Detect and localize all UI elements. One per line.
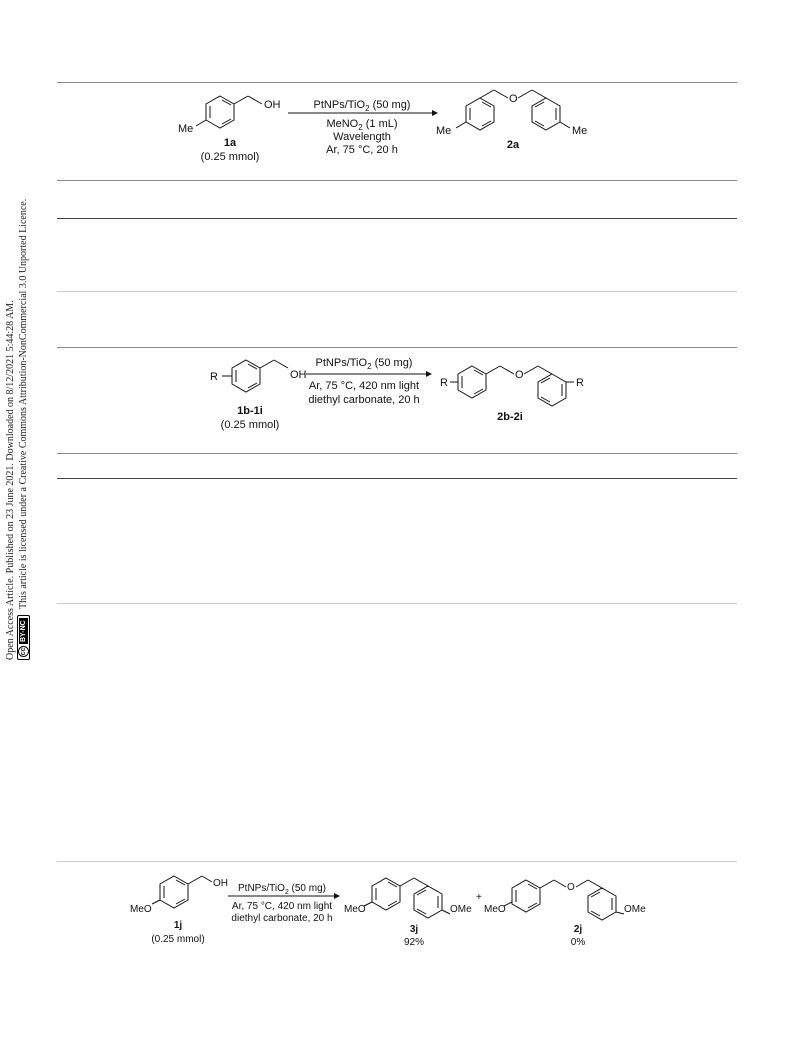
- conditions-light: Ar, 75 °C, 420 nm light: [308, 380, 420, 392]
- product-2j-left-meo-label: MeO: [484, 904, 506, 915]
- reactant-compound-label: 1j: [173, 920, 183, 931]
- conditions-catalyst: PtNPs/TiO$_2$ (50 mg): [315, 357, 413, 371]
- license-notice-line: [17, 120, 30, 660]
- license-side-notice: [4, 120, 38, 660]
- conditions-solvent: diethyl carbonate, 20 h: [231, 913, 333, 924]
- table1-header-rule: [57, 218, 737, 219]
- product-3j-structure: [344, 878, 472, 948]
- product-left-r-label: R: [440, 377, 448, 389]
- table2-header-rule: [57, 478, 737, 479]
- product-2j-label: 2j: [573, 924, 583, 935]
- access-notice-line: [4, 120, 17, 660]
- reactant-oh-label: OH: [264, 99, 281, 111]
- product-3j-left-meo-label: MeO: [344, 904, 366, 915]
- reaction-scheme-3: [128, 868, 688, 952]
- scheme3-top-rule: [57, 861, 737, 862]
- reaction-arrow-3: [228, 883, 340, 924]
- plus-sign: +: [476, 892, 482, 903]
- reactant-amount-label: (0.25 mmol): [200, 151, 260, 163]
- reactant-compound-label: 1a: [223, 137, 237, 149]
- reaction-scheme-2: [200, 352, 620, 444]
- product-compound-label: 2b-2i: [497, 411, 523, 423]
- table2-bottom-rule: [57, 603, 737, 604]
- product-o-label: O: [509, 93, 518, 105]
- table1-bottom-rule: [57, 291, 737, 292]
- reactant-meo-label: MeO: [130, 904, 152, 915]
- reactant-compound-label: 1b-1i: [237, 405, 263, 417]
- reaction-arrow-1: [288, 99, 438, 156]
- table2-scheme-rule: [57, 453, 737, 454]
- product-2b-2i-structure: [440, 366, 584, 423]
- product-2a-structure: [436, 90, 587, 151]
- reactant-r-label: R: [210, 371, 218, 383]
- reactant-1a-structure: [178, 96, 281, 163]
- license-notice-text: This article is licensed under a Creative Commons Attribution-NonCommercial 3.0 Unported Licence.: [18, 198, 29, 609]
- conditions-wavelength: Wavelength: [333, 131, 391, 143]
- conditions-solvent: MeNO$_2$ (1 mL): [326, 118, 398, 132]
- reaction-scheme-1: [170, 86, 630, 178]
- conditions-temperature: Ar, 75 °C, 20 h: [326, 144, 398, 156]
- conditions-solvent: diethyl carbonate, 20 h: [308, 394, 420, 406]
- table1-scheme-rule: [57, 180, 737, 181]
- product-right-r-label: R: [576, 377, 584, 389]
- product-2j-yield: 0%: [570, 937, 586, 948]
- reactant-oh-label: OH: [290, 369, 307, 381]
- reactant-1b-1i-structure: [210, 360, 307, 431]
- table1-top-rule: [57, 82, 737, 83]
- product-right-me-label: Me: [572, 125, 588, 137]
- product-2j-right-ome-label: OMe: [624, 904, 646, 915]
- product-o-label: O: [515, 369, 524, 381]
- product-2j-structure: [484, 880, 646, 948]
- conditions-catalyst: PtNPs/TiO$_2$ (50 mg): [313, 99, 411, 113]
- by-nc-label: BY-NC: [20, 620, 28, 643]
- reactant-me-label: Me: [178, 123, 194, 135]
- product-3j-right-ome-label: OMe: [450, 904, 472, 915]
- cc-license-badge[interactable]: [17, 615, 30, 660]
- reactant-amount-label: (0.25 mmol): [220, 419, 280, 431]
- product-compound-label: 2a: [506, 139, 520, 151]
- conditions-light: Ar, 75 °C, 420 nm light: [231, 901, 333, 912]
- reaction-arrow-2: [306, 357, 432, 406]
- reactant-1j-structure: [130, 876, 228, 945]
- conditions-catalyst: PtNPs/TiO$_2$ (50 mg): [238, 883, 326, 896]
- product-3j-label: 3j: [409, 924, 419, 935]
- table2-top-rule: [57, 347, 737, 348]
- product-left-me-label: Me: [436, 125, 452, 137]
- reactant-oh-label: OH: [213, 878, 228, 889]
- cc-icon: cc: [20, 647, 28, 656]
- product-3j-yield: 92%: [403, 937, 425, 948]
- product-2j-o-label: O: [567, 882, 575, 893]
- download-notice-text: Open Access Article. Published on 23 June 2021. Downloaded on 8/12/2021 5:44:28 AM.: [5, 300, 16, 660]
- reactant-amount-label: (0.25 mmol): [151, 934, 205, 945]
